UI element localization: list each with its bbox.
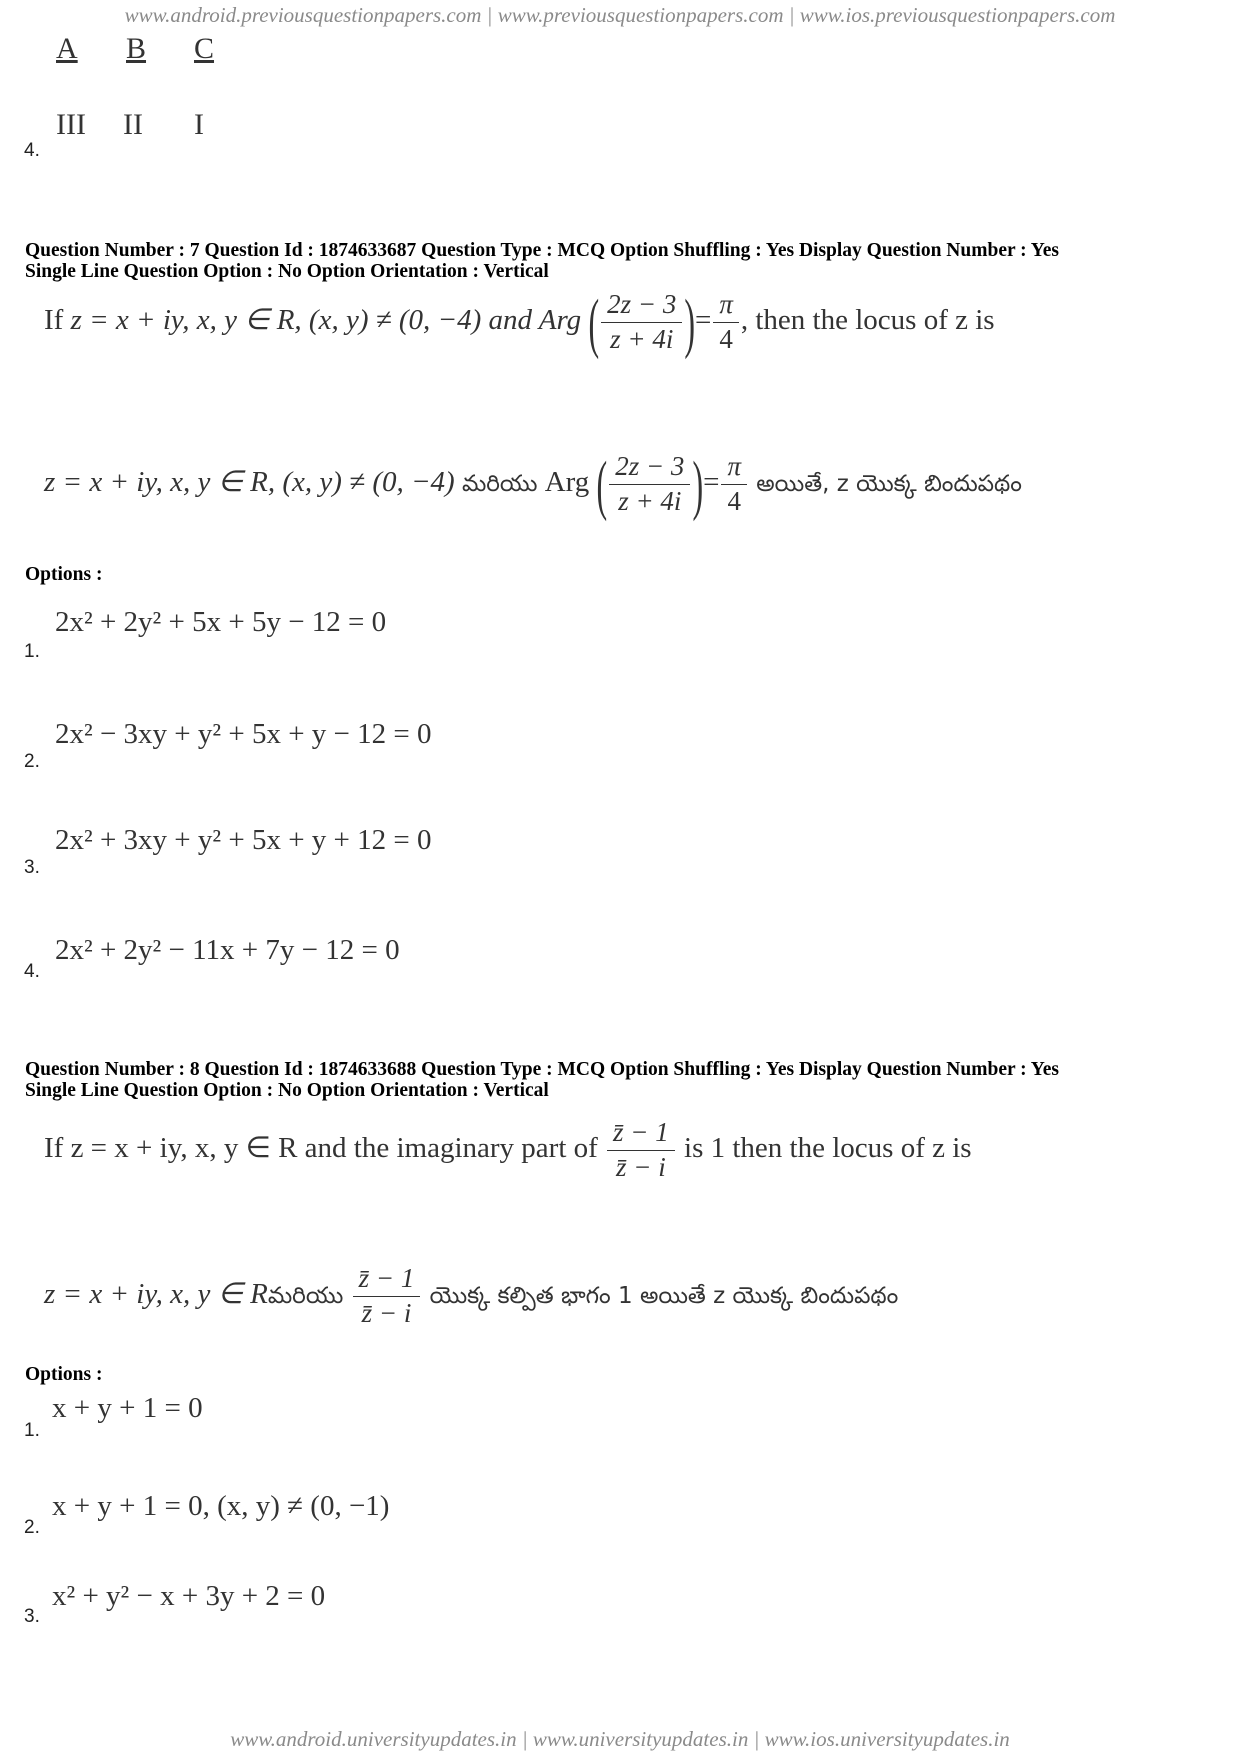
q7-te-pi-den: 4 <box>727 485 741 516</box>
q8-option-3-number: 3. <box>24 1606 40 1627</box>
q8-option-2-number: 2. <box>24 1517 40 1538</box>
prev-option-number: 4. <box>24 140 40 161</box>
q8-en-prefix: If z = x + iy, x, y ∈ R and the imaginary part of <box>44 1131 598 1164</box>
q8-frac-den: z̄ − i <box>616 1151 666 1182</box>
q7-en-cond: z = x + iy, x, y ∈ R, (x, y) ≠ (0, −4) and Arg <box>70 303 582 336</box>
q7-pi-den: 4 <box>719 323 733 354</box>
q8-meta-line1: Question Number : 8 Question Id : 1874633688 Question Type : MCQ Option Shuffling : Yes Display Question Number : Yes <box>25 1059 1059 1080</box>
q8-option-2[interactable]: x + y + 1 = 0, (x, y) ≠ (0, −1) <box>52 1490 390 1522</box>
q7-option-2-number: 2. <box>24 751 40 772</box>
footer-watermark: www.android.universityupdates.in | www.universityupdates.in | www.ios.universityupdates.in <box>230 1727 1010 1751</box>
q8-option-1[interactable]: x + y + 1 = 0 <box>52 1392 203 1424</box>
q8-te-and: మరియు <box>267 1282 344 1309</box>
q8-question-english <box>44 1118 972 1182</box>
q7-en-suffix: , then the locus of z is <box>740 303 995 336</box>
q8-te-frac-num: z̄ − 1 <box>353 1264 421 1297</box>
q7-te-right-paren: ) <box>692 446 704 522</box>
q7-options-label: Options : <box>25 564 103 585</box>
q7-option-2[interactable]: 2x² − 3xy + y² + 5x + y − 12 = 0 <box>55 718 432 750</box>
q7-option-1[interactable]: 2x² + 2y² + 5x + 5y − 12 = 0 <box>55 606 387 638</box>
q8-options-label: Options : <box>25 1364 103 1385</box>
q8-option-3[interactable]: x² + y² − x + 3y + 2 = 0 <box>52 1580 326 1612</box>
q8-question-telugu <box>44 1264 898 1328</box>
header-watermark: www.android.previousquestionpapers.com | www.previousquestionpapers.com | www.ios.previousquestionpapers.com <box>124 3 1116 27</box>
match-header-c: C <box>194 32 215 65</box>
q7-te-frac-num: 2z − 3 <box>609 452 690 485</box>
q7-question-english: If z = x + iy, x, y ∈ R, (x, y) ≠ (0, −4) and Arg ( $\frac{2z - 3}{z + 4i}$ )= $\frac{\pi}{4}$ , then the locus of z is <box>44 284 995 360</box>
q7-option-3-number: 3. <box>24 857 40 878</box>
q7-fraction <box>601 290 682 354</box>
q7-question-telugu: z = x + iy, x, y ∈ R, (x, y) ≠ (0, −4) మరియు Arg ( $\frac{2z - 3}{z + 4i}$ )= $\frac{\pi}{4}$ అయితే, z యొక్క బిందుపథం <box>44 446 1022 522</box>
q7-te-pi-num: π <box>721 452 747 485</box>
q7-option-4-number: 4. <box>24 961 40 982</box>
q8-fraction <box>607 1118 675 1182</box>
q7-te-arg: Arg <box>544 465 590 498</box>
match-value-c: I <box>194 108 204 141</box>
q7-te-left-paren: ( <box>596 446 608 522</box>
q7-te-and: మరియు <box>461 470 538 497</box>
q7-te-pi-fraction <box>721 452 747 516</box>
q8-te-cond: z = x + iy, x, y ∈ R <box>44 1277 268 1310</box>
q7-frac-den: z + 4i <box>610 323 674 354</box>
q8-frac-num: z̄ − 1 <box>607 1118 675 1151</box>
q8-te-suffix: యొక్క కల్పిత భాగం 1 అయితే z యొక్క బిందుపథం <box>429 1282 899 1309</box>
q7-option-1-number: 1. <box>24 641 40 662</box>
q8-meta-line2: Single Line Question Option : No Option Orientation : Vertical <box>25 1080 549 1101</box>
q7-pi-num: π <box>713 290 739 323</box>
q8-te-frac-den: z̄ − i <box>361 1297 412 1328</box>
q7-frac-num: 2z − 3 <box>601 290 682 323</box>
q8-te-fraction <box>353 1264 421 1328</box>
q7-meta-line1: Question Number : 7 Question Id : 1874633687 Question Type : MCQ Option Shuffling : Yes Display Question Number : Yes <box>25 240 1059 261</box>
match-value-b: II <box>123 108 143 141</box>
match-header-a: A <box>56 32 78 65</box>
q7-right-paren: ) <box>684 284 695 360</box>
q7-te-cond: z = x + iy, x, y ∈ R, (x, y) ≠ (0, −4) <box>44 465 455 498</box>
q7-meta-line2: Single Line Question Option : No Option Orientation : Vertical <box>25 261 549 282</box>
q7-en-prefix: If <box>44 303 64 336</box>
q7-pi-fraction <box>713 290 739 354</box>
q7-te-fraction <box>609 452 690 516</box>
q8-en-suffix: is 1 then the locus of z is <box>684 1131 972 1164</box>
q7-te-suffix: అయితే, z యొక్క బిందుపథం <box>756 470 1022 497</box>
match-header-b: B <box>126 32 147 65</box>
q7-option-3[interactable]: 2x² + 3xy + y² + 5x + y + 12 = 0 <box>55 824 432 856</box>
q8-option-1-number: 1. <box>24 1420 40 1441</box>
q7-left-paren: ( <box>588 284 600 360</box>
q7-option-4[interactable]: 2x² + 2y² − 11x + 7y − 12 = 0 <box>55 934 400 966</box>
match-value-a: III <box>56 108 86 141</box>
q7-te-frac-den: z + 4i <box>618 485 682 516</box>
